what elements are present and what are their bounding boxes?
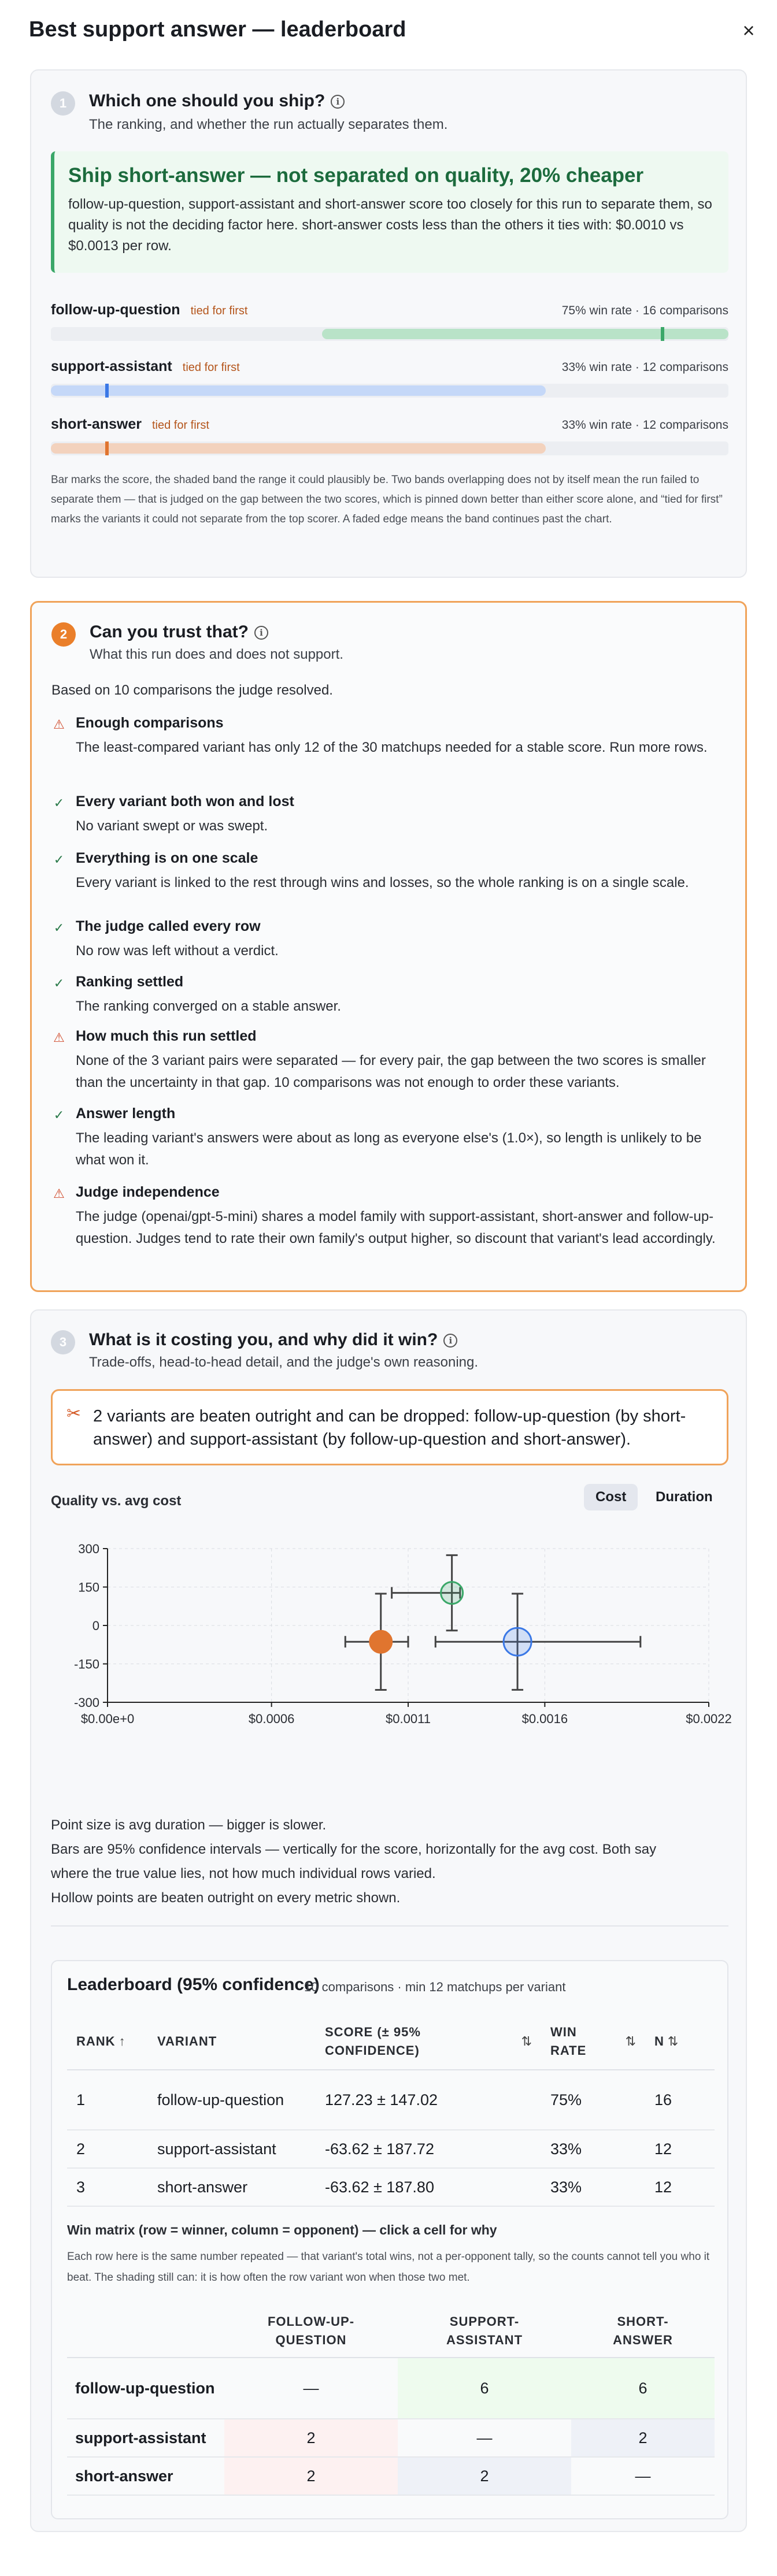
matrix-cell[interactable]: 6 (398, 2358, 571, 2419)
column-label: SUPPORT-ASSISTANT (446, 2314, 523, 2347)
check-icon: ✓ (53, 1108, 65, 1122)
sort-icon: ⇅ (521, 2033, 532, 2048)
verdict-body: follow-up-question, support-assistant and short-answer score too closely for this run to separate them, so quality is not the deciding factor here. short-answer costs less than the others it ties with: $0.0010 vs $0.0013 per row. (68, 196, 712, 254)
cell-rank: 2 (67, 2130, 148, 2168)
check-detail: No row was left without a verdict. (76, 943, 279, 959)
matrix-column-header (224, 2304, 398, 2358)
cell-win-rate: 33% (541, 2168, 645, 2206)
confidence-band (51, 443, 546, 454)
warning-icon: ⚠ (53, 717, 65, 732)
y-tick-label: 300 (78, 1542, 99, 1556)
win-matrix-table (67, 2304, 715, 2496)
confidence-band (322, 329, 728, 339)
check-detail: The leading variant's answers were about as long as everyone else's (1.0×), so length is unlikely to be what won it. (76, 1130, 702, 1168)
score-marker (661, 327, 664, 341)
warning-icon: ⚠ (53, 1186, 65, 1201)
matrix-row-header: support-assistant (67, 2419, 224, 2457)
column-win-rate[interactable] (541, 2013, 645, 2070)
cell-variant: short-answer (148, 2168, 316, 2206)
ranking-row (51, 302, 728, 349)
check-detail: The least-compared variant has only 12 of the 30 matchups needed for a stable score. Run more rows. (76, 740, 708, 755)
check-title: Enough comparisons (76, 715, 224, 731)
scissors-icon: ✂ (66, 1404, 82, 1423)
score-marker (105, 384, 109, 398)
matrix-row (67, 2358, 715, 2419)
section-trust (30, 601, 747, 1292)
sort-asc-icon: ↑ (119, 2033, 125, 2048)
data-point-short-answer (370, 1631, 392, 1653)
verdict-callout (51, 151, 728, 273)
tie-badge: tied for first (182, 361, 240, 374)
chart-note: Hollow points are beaten outright on every metric shown. (51, 1890, 401, 1906)
check-title: Every variant both won and lost (76, 793, 294, 810)
step-number: 1 (51, 91, 75, 116)
matrix-cell[interactable]: 2 (398, 2457, 571, 2495)
cell-score: -63.62 ± 187.80 (316, 2168, 541, 2206)
leaderboard-title: Leaderboard (95% confidence) (67, 1975, 320, 1994)
table-row[interactable] (67, 2130, 715, 2168)
sort-icon: ⇅ (667, 2033, 679, 2048)
matrix-cell[interactable]: 6 (571, 2358, 715, 2419)
chart-note: where the true value lies, not how much individual rows varied. (51, 1866, 436, 1881)
toggle-cost[interactable]: Cost (584, 1484, 638, 1510)
matrix-column-header (571, 2304, 715, 2358)
comparisons-note: Based on 10 comparisons the judge resolved. (51, 682, 333, 698)
drop-variants-callout (51, 1389, 728, 1465)
column-label: RANK (76, 2033, 116, 2048)
score-track (51, 327, 728, 341)
matrix-cell[interactable]: 2 (571, 2419, 715, 2457)
variant-label: follow-up-question (51, 302, 180, 318)
ranking-row (51, 416, 728, 463)
column-score[interactable] (316, 2013, 541, 2070)
section-title-text: Can you trust that? (90, 622, 249, 641)
toggle-duration[interactable]: Duration (656, 1489, 713, 1505)
check-icon: ✓ (53, 920, 65, 935)
leaderboard-panel (51, 1960, 728, 2519)
check-detail: None of the 3 variant pairs were separated — for every pair, the gap between the two scores is smaller than the uncertainty in that gap. 10 comparisons was not enough to order these variants. (76, 1053, 706, 1090)
y-tick-label: -150 (73, 1657, 99, 1672)
variant-name (51, 302, 247, 318)
data-point-support-assistant (504, 1628, 531, 1656)
chart-note: Point size is avg duration — bigger is slower. (51, 1817, 327, 1833)
y-tick-label: 0 (92, 1619, 99, 1633)
x-tick-label: $0.0022 (686, 1712, 732, 1726)
variant-label: support-assistant (51, 358, 172, 374)
leaderboard-table (67, 2013, 715, 2207)
win-matrix-title: Win matrix (row = winner, column = opponent) — click a cell for why (67, 2222, 497, 2237)
check-detail: The ranking converged on a stable answer. (76, 999, 341, 1014)
dialog-title: Best support answer — leaderboard (29, 17, 406, 42)
check-title: Answer length (76, 1105, 176, 1122)
section-subtitle: What this run does and does not support. (90, 647, 343, 662)
verdict-title: Ship short-answer — not separated on quality, 20% cheaper (68, 164, 644, 187)
column-variant[interactable] (148, 2013, 316, 2070)
section-cost (30, 1309, 747, 2532)
warning-icon: ⚠ (53, 1030, 65, 1045)
matrix-cell[interactable]: 2 (224, 2457, 398, 2495)
column-label: N (654, 2033, 664, 2048)
variant-name (51, 358, 240, 375)
info-icon[interactable]: i (331, 95, 345, 109)
tie-badge: tied for first (190, 305, 248, 317)
y-tick-label: 150 (78, 1580, 99, 1595)
cell-win-rate: 75% (541, 2070, 645, 2130)
cell-n: 12 (645, 2168, 715, 2206)
table-row[interactable] (67, 2168, 715, 2206)
score-track (51, 441, 728, 455)
check-detail: The judge (openai/gpt-5-mini) shares a model family with support-assistant, short-answer and follow-up-question. Judges tend to rate their own family's output higher, so discount that variant's lead accordingly. (76, 1209, 716, 1246)
chart-note: Bars are 95% confidence intervals — vertically for the score, horizontally for the avg cost. Both say (51, 1842, 657, 1857)
section-subtitle: Trade-offs, head-to-head detail, and the judge's own reasoning. (89, 1354, 479, 1370)
x-tick-label: $0.0006 (248, 1712, 295, 1726)
check-title: Everything is on one scale (76, 850, 258, 866)
leaderboard-subtitle: 10 comparisons · min 12 matchups per variant (304, 1980, 566, 1994)
check-title: Ranking settled (76, 974, 184, 990)
section-subtitle: The ranking, and whether the run actually separates them. (89, 117, 448, 132)
check-title: The judge called every row (76, 918, 261, 934)
x-tick-label: $0.00e+0 (80, 1712, 135, 1726)
cell-score: 127.23 ± 147.02 (316, 2070, 541, 2130)
close-icon[interactable]: × (742, 18, 755, 42)
cell-rank: 1 (67, 2070, 148, 2130)
check-detail: No variant swept or was swept. (76, 818, 268, 834)
column-label: SCORE (± 95% CONFIDENCE) (325, 2024, 421, 2058)
data-point-follow-up-question (441, 1582, 463, 1604)
table-header-row (67, 2304, 715, 2358)
score-footnote: Bar marks the score, the shaded band the range it could plausibly be. Two bands overlapping does not by itself mean the run failed to separate them — that is judged on the gap between the two scores, which is pinned down better than either score alone, and “tied for first” marks the variants it could not separate from the top scorer. A faded edge means the band continues past the chart. (51, 474, 723, 525)
divider (51, 1925, 728, 1927)
win-rate-stats: 33% win rate · 12 comparisons (561, 361, 728, 374)
matrix-row-header: short-answer (67, 2457, 224, 2495)
y-tick-label: -300 (73, 1695, 99, 1710)
matrix-row (67, 2419, 715, 2457)
column-n[interactable] (645, 2013, 715, 2070)
drop-variants-text: 2 variants are beaten outright and can be dropped: follow-up-question (by short-answer) and support-assistant (by follow-up-question and short-answer). (93, 1407, 686, 1449)
info-icon[interactable]: i (443, 1334, 457, 1348)
matrix-cell: — (398, 2419, 571, 2457)
section-title (89, 91, 345, 111)
matrix-cell: — (224, 2358, 398, 2419)
cell-score: -63.62 ± 187.72 (316, 2130, 541, 2168)
section-title (90, 622, 268, 642)
column-label: FOLLOW-UP-QUESTION (267, 2314, 355, 2347)
step-number: 2 (51, 622, 76, 647)
ranking-row (51, 358, 728, 406)
confidence-band (51, 385, 546, 396)
win-rate-stats: 75% win rate · 16 comparisons (561, 304, 728, 317)
section-title-text: Which one should you ship? (89, 91, 325, 110)
win-matrix-description: Each row here is the same number repeated — that variant's total wins, not a per-opponent tally, so the counts cannot tell you who it beat. The shading still can: it is how often the row variant won when those two met. (67, 2251, 710, 2284)
check-detail: Every variant is linked to the rest through wins and losses, so the whole ranking is on a single scale. (76, 875, 689, 890)
chart-title: Quality vs. avg cost (51, 1493, 182, 1509)
variant-label: short-answer (51, 416, 142, 432)
score-marker (105, 441, 109, 455)
check-icon: ✓ (53, 976, 65, 990)
cell-rank: 3 (67, 2168, 148, 2206)
sort-icon: ⇅ (625, 2033, 636, 2048)
section-ship (30, 69, 747, 578)
score-track (51, 384, 728, 398)
tie-badge: tied for first (151, 419, 209, 432)
column-label: WIN RATE (550, 2024, 587, 2058)
matrix-row-header: follow-up-question (67, 2358, 224, 2419)
check-icon: ✓ (53, 796, 65, 810)
x-tick-label: $0.0011 (386, 1712, 431, 1726)
table-row[interactable] (67, 2070, 715, 2130)
quality-cost-chart (31, 1519, 748, 1761)
matrix-row (67, 2457, 715, 2495)
section-title (89, 1330, 457, 1350)
check-icon: ✓ (53, 852, 65, 867)
x-tick-label: $0.0016 (521, 1712, 568, 1726)
column-label: VARIANT (157, 2033, 217, 2048)
cell-variant: follow-up-question (148, 2070, 316, 2130)
column-label: SHORT-ANSWER (613, 2314, 673, 2347)
matrix-corner (67, 2304, 224, 2358)
win-rate-stats: 33% win rate · 12 comparisons (561, 418, 728, 432)
column-rank[interactable] (67, 2013, 148, 2070)
check-title: Judge independence (76, 1184, 220, 1200)
section-title-text: What is it costing you, and why did it win? (89, 1330, 438, 1349)
table-header-row (67, 2013, 715, 2070)
cell-n: 16 (645, 2070, 715, 2130)
check-title: How much this run settled (76, 1028, 257, 1044)
variant-name (51, 416, 209, 433)
cell-n: 12 (645, 2130, 715, 2168)
matrix-cell[interactable]: 2 (224, 2419, 398, 2457)
cell-variant: support-assistant (148, 2130, 316, 2168)
matrix-cell: — (571, 2457, 715, 2495)
step-number: 3 (51, 1330, 75, 1354)
cell-win-rate: 33% (541, 2130, 645, 2168)
matrix-column-header (398, 2304, 571, 2358)
info-icon[interactable]: i (254, 626, 268, 640)
